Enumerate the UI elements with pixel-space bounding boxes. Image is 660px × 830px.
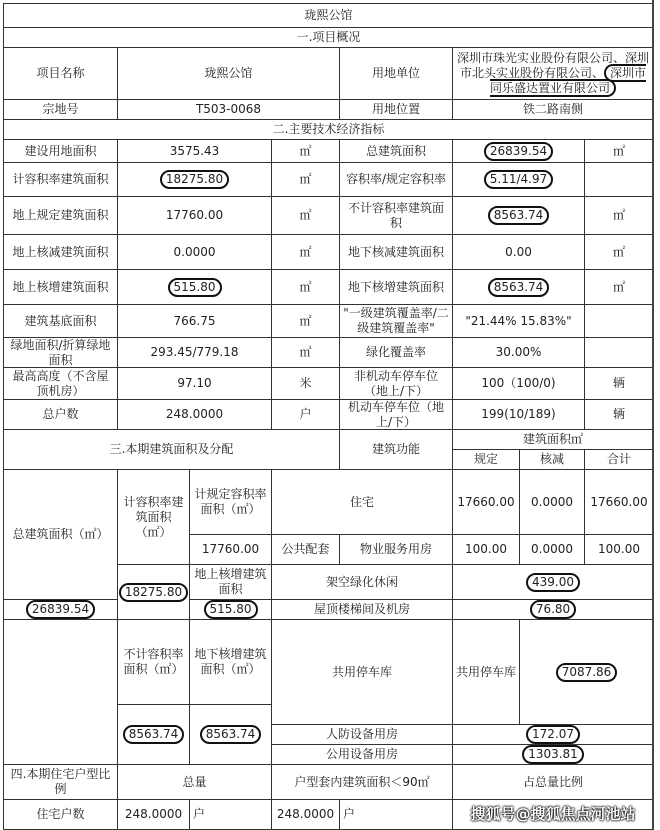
- indicator-unit-cell: [584, 269, 654, 305]
- column-header-cell: [339, 429, 453, 470]
- value-cell: [117, 99, 340, 120]
- indicator-label: 地下核增建筑面积: [347, 279, 444, 294]
- column-header: 核减: [539, 452, 564, 466]
- value: 515.80: [204, 600, 258, 619]
- indicator-unit: ㎡: [299, 208, 312, 222]
- indicator-value: 18275.80: [160, 170, 229, 189]
- indicator-unit: ㎡: [299, 143, 312, 158]
- indicator-value-cell: [117, 337, 272, 368]
- indicator-value: 248.0000: [165, 407, 224, 421]
- indicator-value: 515.80: [168, 278, 222, 297]
- indicator-value: 97.10: [177, 376, 212, 390]
- indicator-unit: ㎡: [612, 208, 625, 222]
- indicator-unit-cell: [584, 399, 654, 430]
- value: 0.0000: [531, 542, 573, 556]
- value-cell: [452, 469, 520, 535]
- value: 248.0000: [276, 807, 335, 821]
- indicator-value-cell: [452, 367, 585, 400]
- value-cell: [189, 534, 272, 565]
- indicator-label: 非机动车停车位（地上/下）: [353, 368, 438, 398]
- label-cell: [117, 619, 190, 705]
- value-cell: [452, 599, 654, 620]
- value-cell: [584, 534, 654, 565]
- land-unit-value-cell: [452, 47, 654, 100]
- value: T503-0068: [195, 102, 262, 116]
- indicator-unit: 米: [299, 376, 312, 390]
- function-label-cell: [339, 534, 453, 565]
- function-label: 物业服务用房: [359, 542, 432, 556]
- indicator-unit: 辆: [612, 376, 625, 390]
- indicator-value-cell: [452, 337, 585, 368]
- label-cell: [3, 469, 118, 600]
- indicator-label: 建筑基底面积: [24, 313, 97, 328]
- value: 76.80: [530, 600, 576, 619]
- column-header: 总量: [182, 774, 207, 789]
- page-edge-divider: [652, 0, 654, 829]
- indicator-value-cell: [452, 139, 585, 163]
- indicator-value-cell: [117, 304, 272, 338]
- indicator-unit-cell: [584, 304, 654, 338]
- indicator-label-cell: [339, 269, 453, 305]
- value-cell: [452, 744, 654, 765]
- indicator-unit-cell: [584, 162, 654, 197]
- indicator-unit-cell: [271, 139, 340, 163]
- indicator-label-cell: [339, 196, 453, 235]
- value: 珑熙公馆: [204, 66, 253, 80]
- label: 住宅户数: [36, 807, 85, 821]
- indicator-label: 地下核减建筑面积: [347, 244, 444, 259]
- table-title-cell: [3, 3, 654, 28]
- value: 8563.74: [123, 725, 185, 744]
- label: 用地单位: [371, 66, 420, 80]
- indicator-unit-cell: [271, 196, 340, 235]
- value-cell: [117, 799, 190, 830]
- section-header: 四.本期住宅户型比例: [10, 767, 111, 796]
- value-cell: [271, 799, 340, 830]
- label: 宗地号: [42, 102, 79, 116]
- indicator-value-cell: [452, 304, 585, 338]
- value-cell: [189, 704, 272, 765]
- indicator-value: 30.00%: [495, 345, 542, 359]
- indicator-label-cell: [3, 367, 118, 400]
- empty-cell-cell: [3, 619, 118, 765]
- indicator-label-cell: [3, 234, 118, 270]
- indicator-label: 地上核减建筑面积: [12, 244, 109, 259]
- column-header: 建筑面积㎡: [522, 432, 583, 446]
- function-label-cell: [271, 744, 453, 765]
- indicator-value-cell: [452, 269, 585, 305]
- value-cell: [117, 47, 340, 100]
- function-group-cell: [271, 534, 340, 565]
- indicator-unit-cell: [584, 234, 654, 270]
- indicator-label-cell: [339, 162, 453, 197]
- label-cell: [189, 469, 272, 535]
- value-cell: [452, 564, 654, 600]
- indicator-label-cell: [339, 337, 453, 368]
- indicator-unit-cell: [584, 337, 654, 368]
- indicator-label-cell: [3, 162, 118, 197]
- column-header-cell: [271, 764, 453, 800]
- indicator-label-cell: [339, 399, 453, 430]
- table-title: 珑熙公馆: [304, 8, 353, 22]
- label-cell: [339, 47, 453, 100]
- indicator-value-cell: [117, 196, 272, 235]
- section-header-cell: [3, 119, 654, 140]
- column-header-cell: [452, 764, 654, 800]
- column-header: 建筑功能: [371, 442, 420, 456]
- indicator-label-cell: [3, 399, 118, 430]
- section-header: 二.主要技术经济指标: [272, 122, 385, 136]
- indicator-unit: ㎡: [299, 279, 312, 294]
- label: 地下核增建筑面积（㎡）: [194, 647, 267, 676]
- indicator-value-cell: [452, 196, 585, 235]
- indicator-unit-cell: [271, 367, 340, 400]
- indicator-unit: ㎡: [612, 244, 625, 259]
- label: 项目名称: [36, 66, 85, 80]
- unit: 户: [193, 807, 206, 821]
- indicator-value: 17760.00: [165, 208, 224, 222]
- section-header-cell: [3, 764, 118, 800]
- indicator-label: 计容积率建筑面积: [12, 172, 109, 186]
- value: 7087.86: [556, 663, 618, 682]
- indicator-value: 199(10/189): [481, 407, 556, 421]
- indicator-unit: ㎡: [612, 279, 625, 294]
- value-cell: [117, 704, 190, 765]
- section-header: 三.本期建筑面积及分配: [109, 442, 234, 456]
- label: 不计容积率面积（㎡）: [123, 647, 184, 676]
- indicator-label: 地上核增建筑面积: [12, 279, 109, 294]
- indicator-value: 100（100/0): [481, 376, 556, 390]
- value-cell: [117, 564, 190, 620]
- indicator-label-cell: [339, 367, 453, 400]
- value: 26839.54: [26, 600, 95, 619]
- label: 地上核增建筑面积: [194, 567, 267, 596]
- label-cell: [3, 99, 118, 120]
- column-header-cell: [452, 449, 520, 470]
- indicator-label: 机动车停车位（地上/下）: [347, 399, 444, 429]
- indicator-unit: ㎡: [299, 244, 312, 259]
- indicator-unit-cell: [584, 367, 654, 400]
- indicator-unit: 户: [299, 407, 312, 421]
- function-label: 屋顶楼梯间及机房: [313, 602, 410, 616]
- value: 248.0000: [124, 807, 183, 821]
- column-header-cell: [117, 764, 272, 800]
- indicator-value: 8563.74: [488, 206, 550, 225]
- value-cell: [519, 534, 585, 565]
- indicator-value: "21.44% 15.83%": [465, 313, 572, 328]
- indicator-label: 总建筑面积: [365, 143, 426, 158]
- function-label-cell: [271, 564, 453, 600]
- unit: 户: [343, 807, 356, 821]
- indicator-value-cell: [452, 234, 585, 270]
- label-cell: [189, 619, 272, 705]
- indicator-value: 766.75: [173, 313, 216, 328]
- value: 17660.00: [457, 494, 515, 509]
- indicator-unit: 辆: [612, 407, 625, 421]
- indicator-label: 总户数: [42, 407, 79, 421]
- column-header-cell: [452, 429, 654, 450]
- function-label-cell: [271, 619, 453, 725]
- value: 172.07: [526, 725, 580, 744]
- indicator-label: "一级建筑覆盖率/二级建筑覆盖率": [343, 306, 449, 335]
- function-label-cell: [271, 724, 453, 745]
- indicator-value: 26839.54: [484, 142, 553, 161]
- column-header: 规定: [473, 452, 498, 466]
- indicator-value-cell: [117, 162, 272, 197]
- indicator-value-cell: [452, 162, 585, 197]
- indicator-value-cell: [117, 139, 272, 163]
- function-label: 共用停车库: [331, 664, 392, 679]
- column-header: 合计: [606, 452, 631, 466]
- indicator-label-cell: [3, 337, 118, 368]
- function-label: 架空绿化休闲: [325, 574, 398, 589]
- value-cell: [519, 469, 585, 535]
- indicator-value-cell: [117, 234, 272, 270]
- indicator-unit-cell: [271, 337, 340, 368]
- value: 18275.80: [119, 583, 188, 602]
- function-label: 住宅: [349, 494, 374, 509]
- label: 共用停车库: [456, 664, 517, 679]
- label: 总建筑面积（㎡）: [12, 527, 109, 541]
- value-cell: [189, 599, 272, 620]
- indicator-unit: ㎡: [299, 172, 312, 186]
- indicator-label: 容积率/规定容积率: [345, 172, 447, 186]
- land-unit-highlight: 深圳市同乐盛达置业有限公司: [489, 66, 647, 95]
- indicator-value: 0.0000: [173, 244, 216, 259]
- land-unit-text: 深圳市珠光实业股份有限公司、深圳市北头实业股份有限公司、: [456, 51, 649, 80]
- value: 439.00: [526, 573, 580, 592]
- indicator-value: 3575.43: [169, 143, 220, 158]
- value: 0.0000: [531, 494, 573, 509]
- watermark-cell: [452, 799, 654, 830]
- indicator-value-cell: [452, 399, 585, 430]
- indicator-unit-cell: [271, 399, 340, 430]
- indicator-label: 最高高度（不含屋顶机房）: [12, 368, 109, 398]
- indicator-value: 8563.74: [488, 278, 550, 297]
- section-header-cell: [3, 429, 340, 470]
- label-cell: [452, 619, 520, 725]
- value-cell: [452, 99, 654, 120]
- indicator-label-cell: [3, 139, 118, 163]
- column-header: 户型套内建筑面积＜90㎡: [294, 774, 430, 789]
- label-cell: [339, 99, 453, 120]
- column-header: 占总量比例: [522, 774, 583, 789]
- label: 计容积率建筑面积（㎡）: [123, 494, 184, 539]
- indicator-value-cell: [117, 399, 272, 430]
- indicator-unit-cell: [271, 269, 340, 305]
- function-label: 公用设备用房: [325, 747, 398, 761]
- unit-cell: [189, 799, 272, 830]
- indicator-unit: ㎡: [299, 313, 312, 328]
- watermark: 搜狐号@搜狐焦点河池站: [470, 805, 636, 823]
- function-group: 公共配套: [281, 542, 330, 556]
- indicator-value-cell: [117, 269, 272, 305]
- indicator-unit-cell: [271, 162, 340, 197]
- label: 计规定容积率面积（㎡）: [194, 487, 267, 516]
- value-cell: [584, 469, 654, 535]
- label: 用地位置: [371, 102, 420, 116]
- indicator-unit: ㎡: [299, 345, 312, 359]
- indicator-label-cell: [339, 139, 453, 163]
- label-cell: [117, 469, 190, 565]
- label-cell: [3, 799, 118, 830]
- indicator-label-cell: [3, 304, 118, 338]
- section-header-cell: [3, 27, 654, 48]
- indicator-label: 建设用地面积: [24, 143, 97, 158]
- indicator-label: 不计容积率建筑面积: [347, 200, 444, 230]
- indicator-unit-cell: [584, 139, 654, 163]
- indicator-value: 293.45/779.18: [150, 345, 239, 359]
- function-label-cell: [271, 469, 453, 535]
- indicator-unit-cell: [584, 196, 654, 235]
- indicator-label-cell: [339, 304, 453, 338]
- indicator-unit-cell: [271, 304, 340, 338]
- value: 100.00: [598, 542, 640, 556]
- function-label-cell: [271, 599, 453, 620]
- value: 17760.00: [201, 542, 260, 556]
- column-header-cell: [519, 449, 585, 470]
- indicator-label-cell: [3, 269, 118, 305]
- unit-cell: [339, 799, 453, 830]
- indicator-unit: ㎡: [612, 143, 625, 158]
- label-cell: [189, 564, 272, 600]
- section-header: 一.项目概况: [296, 30, 361, 44]
- value: 100.00: [465, 542, 507, 556]
- function-label: 人防设备用房: [325, 727, 398, 741]
- value-cell: [519, 619, 654, 725]
- value: 8563.74: [200, 725, 262, 744]
- indicator-unit-cell: [271, 234, 340, 270]
- value-cell: [452, 724, 654, 745]
- label-cell: [3, 47, 118, 100]
- value: 17660.00: [590, 494, 648, 509]
- indicator-label-cell: [3, 196, 118, 235]
- column-header-cell: [584, 449, 654, 470]
- indicator-label: 绿地面积/折算绿地面积: [10, 337, 111, 367]
- value: 铁二路南侧: [522, 102, 583, 116]
- indicator-value-cell: [117, 367, 272, 400]
- value-cell: [3, 599, 118, 620]
- indicator-label: 绿化覆盖率: [365, 345, 426, 359]
- value-cell: [452, 534, 520, 565]
- indicator-value: 5.11/4.97: [484, 170, 553, 189]
- indicator-label: 地上规定建筑面积: [12, 208, 109, 222]
- indicator-value: 0.00: [505, 244, 532, 259]
- indicator-label-cell: [339, 234, 453, 270]
- value: 1303.81: [522, 745, 584, 764]
